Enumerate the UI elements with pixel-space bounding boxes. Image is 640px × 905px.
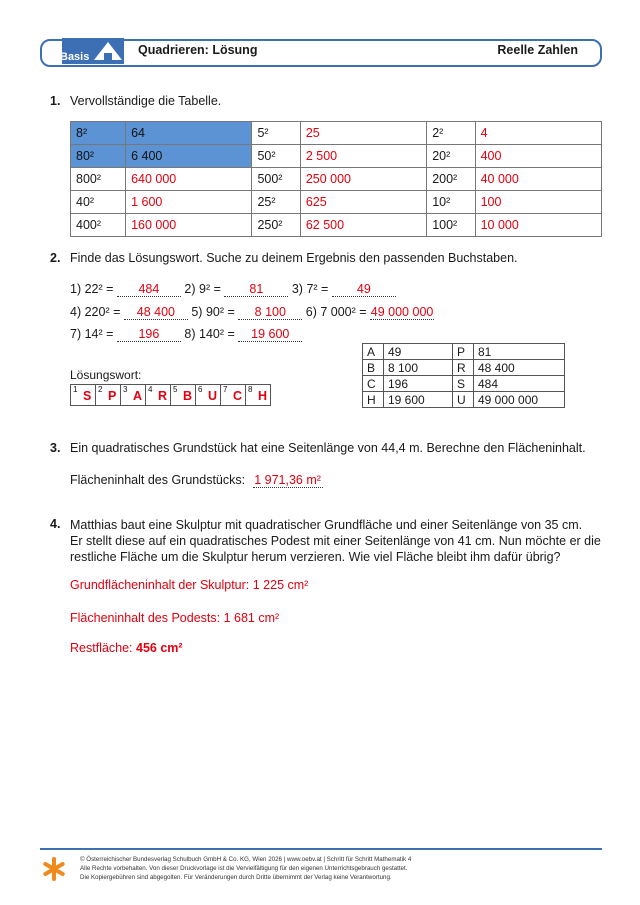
page-title: Quadrieren: Lösung	[138, 43, 258, 57]
letter-index: 5	[173, 385, 178, 394]
solution-letter: U	[208, 389, 218, 403]
letter-index: 3	[123, 385, 128, 394]
solution-word-label: Lösungswort:	[70, 368, 142, 382]
task2-prompt: Finde das Lösungswort. Suche zu deinem Ergebnis den passenden Buchstaben.	[70, 251, 518, 265]
ex3-label: 3) 7² =	[291, 282, 329, 296]
table-cell: 80²	[71, 145, 126, 168]
solution-letter: C	[233, 389, 243, 403]
table-cell: 40 000	[475, 168, 601, 191]
task4-answer-1: Grundflächeninhalt der Skulptur: 1 225 cm²	[70, 578, 309, 592]
lookup-cell: S	[453, 376, 474, 392]
solution-letter-cell	[71, 385, 96, 406]
task4-line-1: Matthias baut eine Skulptur mit quadratischer Grundfläche und einer Seitenlänge von 35 cm.	[70, 518, 583, 532]
table-cell: 20²	[427, 145, 475, 168]
table-cell: 64	[126, 122, 252, 145]
task2-number: 2.	[50, 251, 61, 265]
table-cell: 400²	[71, 214, 126, 237]
table-row	[71, 191, 602, 214]
solution-letter: A	[133, 389, 143, 403]
solution-letter-cell	[121, 385, 146, 406]
ex6-answer: 49 000 000	[370, 305, 434, 319]
table-row	[71, 145, 602, 168]
table-cell: 400	[475, 145, 601, 168]
ex6-label: 6) 7 000² =	[305, 305, 367, 319]
lookup-cell: P	[453, 344, 474, 360]
lookup-row	[363, 344, 565, 360]
ex1-answer: 484	[117, 282, 181, 297]
letter-index: 6	[198, 385, 203, 394]
task4-number: 4.	[50, 517, 61, 531]
letter-index: 1	[73, 385, 78, 394]
table-cell: 2²	[427, 122, 475, 145]
footer-line-3: Die Kopiergebühren sind abgegolten. Für Veränderungen durch Dritte übernimmt der Verlag keine Verantwortung.	[80, 874, 392, 881]
table-cell: 800²	[71, 168, 126, 191]
lookup-cell: 49 000 000	[474, 392, 565, 408]
task3-prompt: Ein quadratisches Grundstück hat eine Seitenlänge von 44,4 m. Berechne den Flächeninhalt.	[70, 441, 586, 455]
exercise-line-3	[70, 327, 302, 342]
rest-area-value: 456 cm²	[136, 641, 183, 655]
table-cell: 5²	[252, 122, 300, 145]
letter-index: 4	[148, 385, 153, 394]
lookup-row	[363, 376, 565, 392]
lookup-cell: U	[453, 392, 474, 408]
ex5-label: 5) 90² =	[191, 305, 235, 319]
lookup-row	[363, 392, 565, 408]
table-row	[71, 214, 602, 237]
table-cell: 100	[475, 191, 601, 214]
ex2-answer: 81	[224, 282, 288, 297]
lookup-cell: B	[363, 360, 384, 376]
ex4-answer: 48 400	[124, 305, 188, 320]
footer-divider	[40, 848, 602, 850]
solution-letter-cell	[221, 385, 246, 406]
ex7-label: 7) 14² =	[70, 327, 114, 341]
table-cell: 640 000	[126, 168, 252, 191]
table-row	[71, 168, 602, 191]
solution-letter: R	[158, 389, 168, 403]
task4-line-3: restliche Fläche um die Skulptur herum verzieren. Wie viel Fläche bleibt ihm dafür übrig?	[70, 550, 561, 564]
table-row	[71, 122, 602, 145]
task3-number: 3.	[50, 441, 61, 455]
square-table	[70, 121, 602, 237]
lookup-cell: H	[363, 392, 384, 408]
table-cell: 40²	[71, 191, 126, 214]
lookup-cell: C	[363, 376, 384, 392]
ex7-answer: 196	[117, 327, 181, 342]
task4-prompt	[70, 517, 610, 565]
table-cell: 50²	[252, 145, 300, 168]
rest-area-label: Restfläche:	[70, 641, 133, 655]
lookup-row	[363, 360, 565, 376]
lookup-cell: R	[453, 360, 474, 376]
table-cell: 6 400	[126, 145, 252, 168]
task3-label: Flächeninhalt des Grundstücks:	[70, 473, 246, 487]
table-cell: 1 600	[126, 191, 252, 214]
letter-lookup-table	[362, 343, 565, 408]
solution-letter-cell	[246, 385, 271, 406]
task3-answer: 1 971,36 m²	[254, 473, 321, 487]
ex2-label: 2) 9² =	[184, 282, 221, 296]
table-cell: 8²	[71, 122, 126, 145]
ex1-label: 1) 22² =	[70, 282, 114, 296]
footer-line-2: Alle Rechte vorbehalten. Von dieser Druckvorlage ist die Vervielfältigung für den eigenen Unterrichtsgebrauch gestattet.	[80, 865, 408, 872]
solution-letter-cell	[146, 385, 171, 406]
table-cell: 200²	[427, 168, 475, 191]
task1-prompt: Vervollständige die Tabelle.	[70, 94, 222, 108]
lookup-cell: 196	[384, 376, 453, 392]
table-cell: 100²	[427, 214, 475, 237]
solution-letter: P	[108, 389, 117, 403]
solution-letter: H	[258, 389, 268, 403]
exercise-line-2	[70, 305, 434, 320]
letter-index: 2	[98, 385, 103, 394]
task4-answer-2: Flächeninhalt des Podests: 1 681 cm²	[70, 611, 280, 625]
table-cell: 62 500	[300, 214, 426, 237]
solution-letter-cell	[96, 385, 121, 406]
lookup-cell: 48 400	[474, 360, 565, 376]
table-cell: 2 500	[300, 145, 426, 168]
ex8-answer: 19 600	[238, 327, 302, 342]
solution-letter-cell	[196, 385, 221, 406]
ex4-label: 4) 220² =	[70, 305, 121, 319]
lookup-cell: 81	[474, 344, 565, 360]
table-cell: 500²	[252, 168, 300, 191]
task4-answer-3	[70, 641, 183, 655]
ex3-answer: 49	[332, 282, 396, 297]
publisher-logo-icon	[42, 856, 66, 882]
subject-label: Reelle Zahlen	[497, 43, 578, 57]
lookup-cell: 8 100	[384, 360, 453, 376]
ex8-label: 8) 140² =	[184, 327, 235, 341]
basis-label: Basis	[60, 51, 90, 63]
ex5-answer: 8 100	[238, 305, 302, 320]
solution-letter-cell	[171, 385, 196, 406]
lookup-cell: A	[363, 344, 384, 360]
footer-line-1: © Österreichischer Bundesverlag Schulbuch GmbH & Co. KG, Wien 2026 | www.oebv.at | Schritt für Schritt Mathematik 4	[80, 856, 412, 863]
table-cell: 25²	[252, 191, 300, 214]
footer-copyright	[80, 855, 580, 882]
table-cell: 25	[300, 122, 426, 145]
task3-answer-line	[70, 473, 323, 488]
table-cell: 625	[300, 191, 426, 214]
table-cell: 10 000	[475, 214, 601, 237]
table-cell: 4	[475, 122, 601, 145]
table-cell: 160 000	[126, 214, 252, 237]
letter-index: 7	[223, 385, 228, 394]
lookup-cell: 49	[384, 344, 453, 360]
lookup-cell: 484	[474, 376, 565, 392]
letter-index: 8	[248, 385, 253, 394]
table-cell: 250 000	[300, 168, 426, 191]
exercise-line-1	[70, 282, 396, 297]
solution-letter: S	[83, 389, 92, 403]
solution-word-table	[70, 384, 271, 406]
table-cell: 10²	[427, 191, 475, 214]
lookup-cell: 19 600	[384, 392, 453, 408]
task1-number: 1.	[50, 94, 61, 108]
task4-line-2: Er stellt diese auf ein quadratisches Podest mit einer Seitenlänge von 41 cm. Nun möchte er die	[70, 534, 601, 548]
solution-letter: B	[183, 389, 193, 403]
table-cell: 250²	[252, 214, 300, 237]
